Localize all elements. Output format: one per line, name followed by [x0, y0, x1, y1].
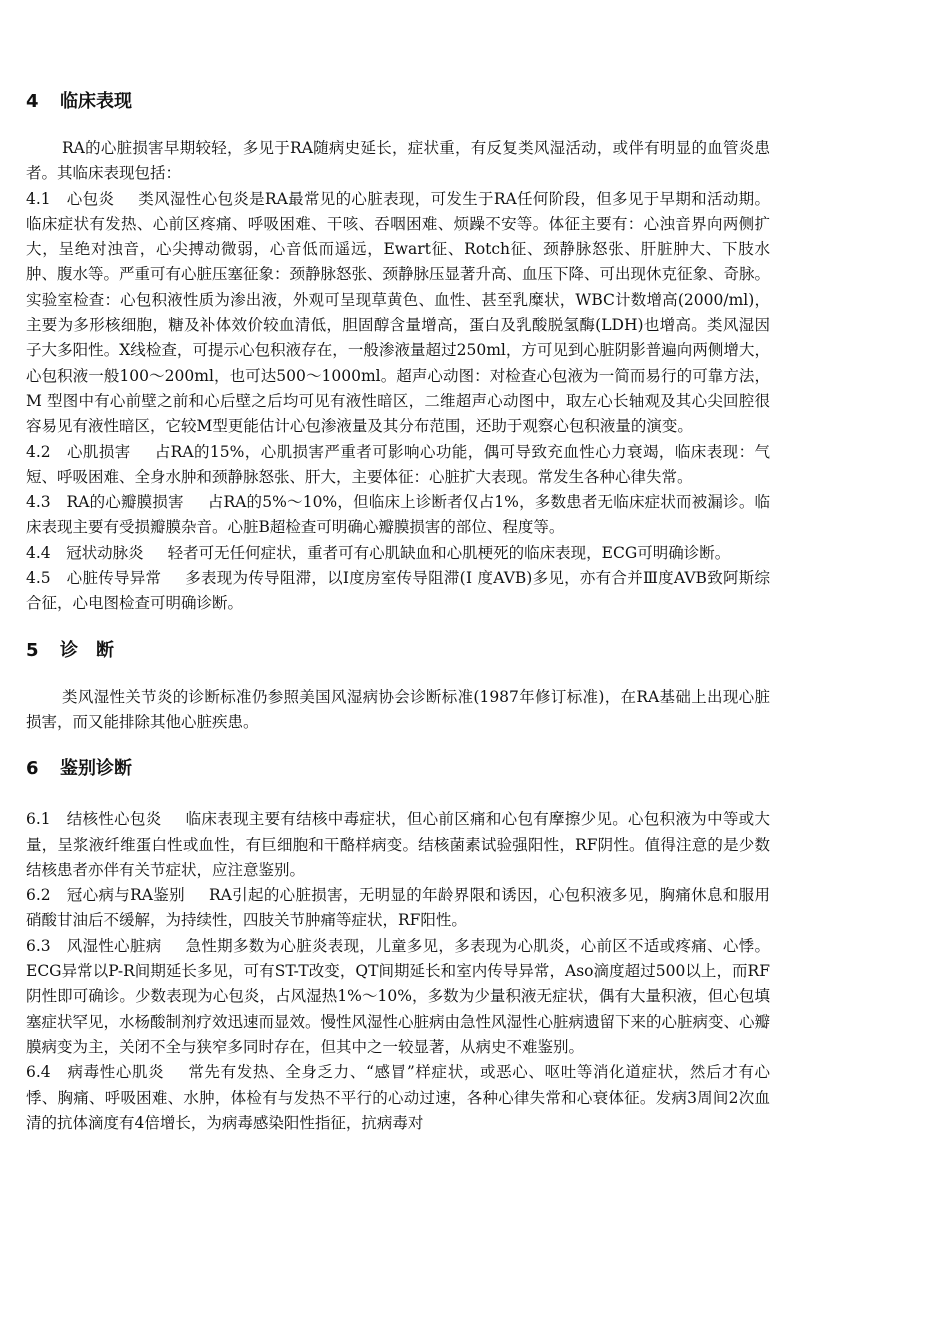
section-heading-5: [26, 637, 770, 665]
item-valve-damage: [26, 490, 770, 541]
section-number: 4: [26, 91, 39, 112]
section-intro-paragraph: RA的心脏损害早期较轻，多见于RA随病史延长，症状重，有反复类风湿活动，或伴有明显的血管炎患者。其临床表现包括：: [26, 139, 770, 183]
section-title: 临床表现: [60, 91, 132, 112]
item-label: 6.2 冠心病与RA鉴别: [26, 886, 185, 905]
document-page: [26, 88, 770, 1136]
section-heading-4: [26, 88, 770, 116]
item-viral-myocarditis: [26, 1060, 770, 1136]
section-heading-6: [26, 755, 770, 783]
item-label: 6.3 风湿性心脏病: [26, 936, 162, 955]
item-text: 轻者可无任何症状，重者可有心肌缺血和心肌梗死的临床表现，ECG可明确诊断。: [167, 543, 731, 562]
item-coronary-heart-disease: [26, 883, 770, 934]
item-label: 6.4 病毒性心肌炎: [26, 1063, 165, 1082]
item-pericarditis: [26, 187, 770, 440]
section-title: 诊 断: [60, 639, 114, 661]
item-text: 占RA的5%～10%，但临床上诊断者仅占1%，多数患者无临床症状而被漏诊。临床表现主要有受损瓣膜杂音。心脏B超检查可明确心瓣膜损害的部位、程度等。: [26, 493, 771, 537]
item-text: 急性期多数为心脏炎表现，儿童多见，多表现为心肌炎，心前区不适或疼痛、心悸。ECG异常以P-R间期延长多见，可有ST-T改变，QT间期延长和室内传导异常，Aso滴度超过500以上，而RF阴性即可确诊。少数表现为心包炎，占风湿热1%～10%，多数为少量积液无症状，偶有大量积液，但心包填塞症状罕见，水杨酸制剂疗效迅速而显效。慢性风湿性心脏病由急性风湿性心脏病遗留下来的心脏病变、心瓣膜病变为主，关闭不全与狭窄多同时存在，但其中之一较显著，从病史不难鉴别。: [26, 936, 771, 1056]
item-label: 4.1 心包炎: [26, 189, 115, 208]
item-tuberculous-pericarditis: [26, 807, 770, 883]
item-label: 4.3 RA的心瓣膜损害: [26, 493, 184, 512]
item-text: 多表现为传导阻滞，以Ⅰ度房室传导阻滞(Ⅰ 度AVB)多见，亦有合并Ⅲ度AVB致阿斯综合征，心电图检查可明确诊断。: [26, 569, 770, 613]
item-text: 常先有发热、全身乏力、“感冒”样症状，或恶心、呕吐等消化道症状，然后才有心悸、胸痛、呼吸困难、水肿，体检有与发热不平行的心动过速，各种心律失常和心衰体征。发病3周间2次血清的抗体滴度有4倍增长，为病毒感染阳性指征，抗病毒对: [26, 1063, 770, 1132]
section-title: 鉴别诊断: [60, 758, 132, 780]
item-text: 临床表现主要有结核中毒症状，但心前区痛和心包有摩擦少见。心包积液为中等或大量，呈浆液纤维蛋白性或血性，有巨细胞和干酪样病变。结核菌素试验强阳性，RF阴性。值得注意的是少数结核患者亦伴有关节症状，应注意鉴别。: [26, 810, 770, 879]
section-number: 5: [26, 639, 39, 661]
item-myocardial-damage: [26, 440, 770, 491]
item-text: RA引起的心脏损害，无明显的年龄界限和诱因，心包积液多见，胸痛休息和服用硝酸甘油后不缓解，为持续性，四肢关节肿痛等症状，RF阳性。: [26, 886, 770, 930]
item-rheumatic-heart-disease: [26, 934, 770, 1060]
item-conduction-abnormality: [26, 566, 770, 617]
section-number: 6: [26, 758, 39, 780]
item-label: 4.4 冠状动脉炎: [26, 543, 144, 562]
item-label: 6.1 结核性心包炎: [26, 810, 162, 829]
item-text: 占RA的15%，心肌损害严重者可影响心功能，偶可导致充血性心力衰竭，临床表现：气短、呼吸困难、全身水肿和颈静脉怒张、肝大，主要体征：心脏扩大表现。常发生各种心律失常。: [26, 442, 770, 486]
diagnosis-paragraph: 类风湿性关节炎的诊断标准仍参照美国风湿病协会诊断标准(1987年修订标准)，在RA基础上出现心脏损害，而又能排除其他心脏疾患。: [26, 687, 770, 731]
item-label: 4.5 心脏传导异常: [26, 569, 162, 588]
item-text: 类风湿性心包炎是RA最常见的心脏表现，可发生于RA任何阶段，但多见于早期和活动期。临床症状有发热、心前区疼痛、呼吸困难、干咳、吞咽困难、烦躁不安等。体征主要有：心浊音界向两侧扩大，呈绝对浊音，心尖搏动微弱，心音低而遥远，Ewart征、Rotch征、颈静脉怒张、肝脏肿大、下肢水肿、腹水等。严重可有心脏压塞征象：颈静脉怒张、颈静脉压显著升高、血压下降、可出现休克征象、奇脉。实验室检查：心包积液性质为渗出液，外观可呈现草黄色、血性、甚至乳糜状，WBC计数增高(2000/ml)，主要为多形核细胞，糖及补体效价较血清低，胆固醇含量增高，蛋白及乳酸脱氢酶(LDH)也增高。类风湿因子大多阳性。X线检查，可提示心包积液存在，一般渗液量超过250ml，方可见到心脏阴影普遍向两侧增大，心包积液一般100～200ml，也可达500～1000ml。超声心动图：对检查心包液为一简而易行的可靠方法，M 型图中有心前壁之前和心后壁之后均可见有液性暗区，二维超声心动图中，取左心长轴观及其心尖回腔很容易见有液性暗区，它较M型更能估计心包渗液量及其分布范围，还助于观察心包积液量的演变。: [26, 189, 771, 436]
item-coronary-arteritis: [26, 541, 770, 566]
item-label: 4.2 心肌损害: [26, 442, 131, 461]
